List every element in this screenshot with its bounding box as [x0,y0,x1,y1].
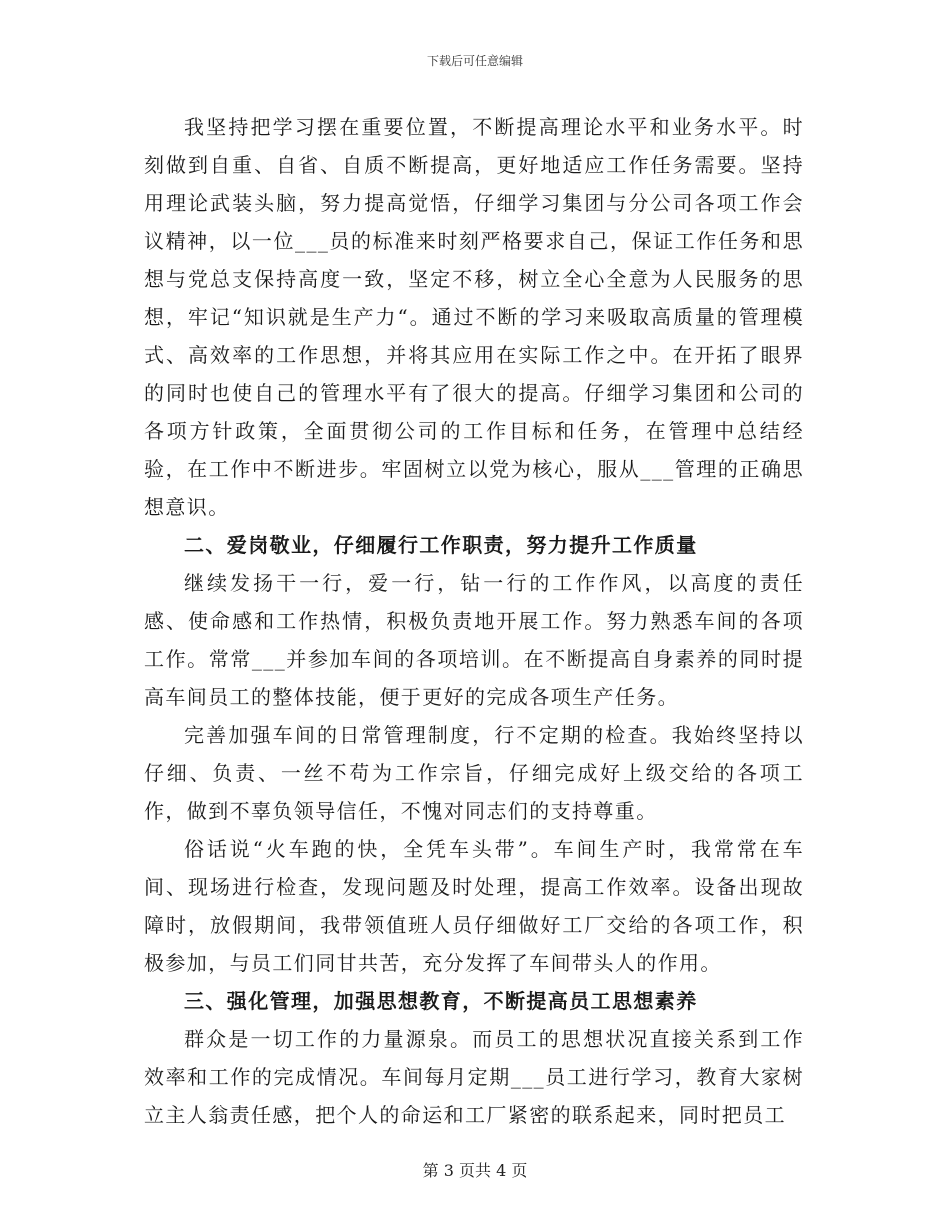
paragraph-study: 我坚持把学习摆在重要位置，不断提高理论水平和业务水平。时刻做到自重、自省、自质不断提高，更好地适应工作任务需要。坚持用理论武装头脑，努力提高觉悟，仔细学习集团与分公司各项工作会议精神，以一位___员的标准来时刻严格要求自己，保证工作任务和思想与党总支保持高度一致，坚定不移，树立全心全意为人民服务的思想，牢记“知识就是生产力“。通过不断的学习来吸取高质量的管理模式、高效率的工作思想，并将其应用在实际工作之中。在开拓了眼界的同时也使自己的管理水平有了很大的提高。仔细学习集团和公司的各项方针政策，全面贯彻公司的工作目标和任务，在管理中总结经验，在工作中不断进步。牢固树立以党为核心，服从___管理的正确思想意识。 [144,115,804,519]
page-header-note: 下载后可任意编辑 [426,54,523,68]
paragraph-leadership: 俗话说“火车跑的快，全凭车头带”。车间生产时，我常常在车间、现场进行检查，发现问题及时处理，提高工作效率。设备出现故障时，放假期间，我带领值班人员仔细做好工厂交给的各项工作，积极参加，与员工们同甘共苦，充分发挥了车间带头人的作用。 [144,837,804,975]
paragraph-staff-thinking: 群众是一切工作的力量源泉。而员工的思想状况直接关系到工作效率和工作的完成情况。车间每月定期___员工进行学习，教育大家树立主人翁责任感，把个人的命运和工厂紧密的联系起来，同时把员工 [144,1027,804,1127]
section-heading-3: 三、强化管理，加强思想教育，不断提高员工思想素养 [184,989,698,1013]
page-number: 第 3 页共 4 页 [422,1161,528,1180]
paragraph-management-system: 完善加强车间的日常管理制度，行不定期的检查。我始终坚持以仔细、负责、一丝不苟为工作宗旨，仔细完成好上级交给的各项工作，做到不辜负领导信任，不愧对同志们的支持尊重。 [144,723,804,823]
document-body [144,108,804,1134]
paragraph-work-style: 继续发扬干一行，爱一行，钻一行的工作作风，以高度的责任感、使命感和工作热情，积极负责地开展工作。努力熟悉车间的各项工作。常常___并参加车间的各项培训。在不断提高自身素养的同时提高车间员工的整体技能，便于更好的完成各项生产任务。 [144,571,804,709]
section-heading-2: 二、爱岗敬业，仔细履行工作职责，努力提升工作质量 [184,533,698,557]
